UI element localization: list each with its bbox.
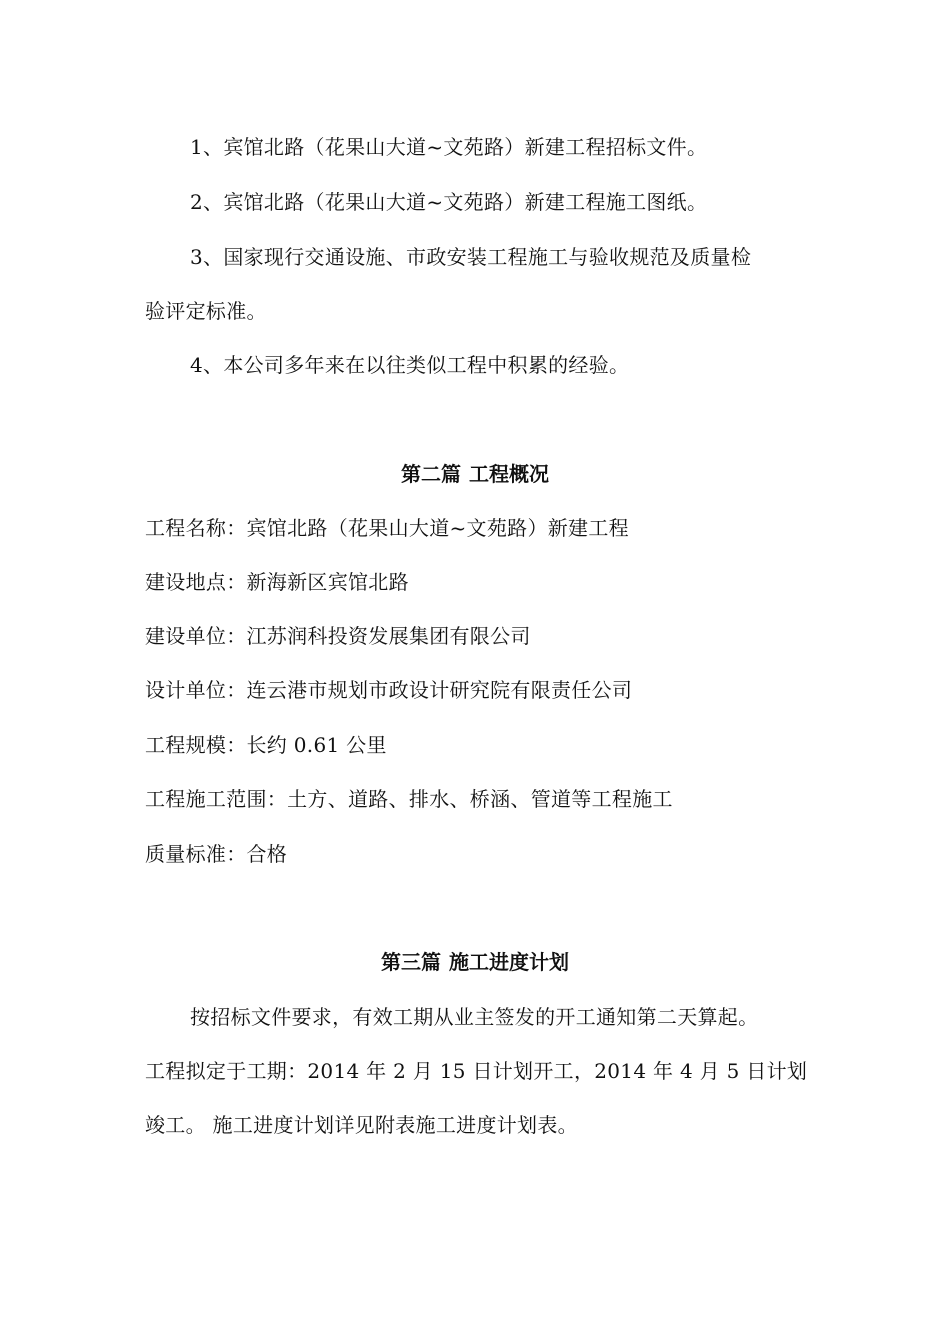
section-title: 工程概况 bbox=[469, 462, 549, 486]
section-heading-schedule bbox=[0, 950, 950, 974]
basis-item-3: 3、国家现行交通设施、市政安装工程施工与验收规范及质量检 bbox=[190, 245, 752, 269]
field-scale: 工程规模：长约 0.61 公里 bbox=[145, 733, 387, 757]
section-number: 第二篇 bbox=[401, 462, 461, 486]
section-title: 施工进度计划 bbox=[449, 950, 569, 974]
field-designer: 设计单位：连云港市规划市政设计研究院有限责任公司 bbox=[145, 678, 633, 702]
schedule-line-2: 工程拟定于工期：2014 年 2 月 15 日计划开工，2014 年 4 月 5 日计划 bbox=[145, 1059, 808, 1083]
basis-item-2: 2、宾馆北路（花果山大道~文苑路）新建工程施工图纸。 bbox=[190, 190, 708, 214]
schedule-line-1: 按招标文件要求，有效工期从业主签发的开工通知第二天算起。 bbox=[190, 1005, 759, 1029]
field-scope: 工程施工范围：土方、道路、排水、桥涵、管道等工程施工 bbox=[145, 787, 673, 811]
basis-item-4: 4、本公司多年来在以往类似工程中积累的经验。 bbox=[190, 353, 630, 377]
section-number: 第三篇 bbox=[381, 950, 441, 974]
field-quality: 质量标准：合格 bbox=[145, 842, 288, 866]
schedule-line-3: 竣工。 施工进度计划详见附表施工进度计划表。 bbox=[145, 1113, 578, 1137]
basis-item-3-continued: 验评定标准。 bbox=[145, 299, 267, 323]
field-project-name: 工程名称：宾馆北路（花果山大道~文苑路）新建工程 bbox=[145, 516, 629, 540]
field-owner: 建设单位：江苏润科投资发展集团有限公司 bbox=[145, 624, 531, 648]
field-location: 建设地点：新海新区宾馆北路 bbox=[145, 570, 409, 594]
basis-item-1: 1、宾馆北路（花果山大道~文苑路）新建工程招标文件。 bbox=[190, 135, 708, 159]
section-heading-overview bbox=[0, 462, 950, 486]
